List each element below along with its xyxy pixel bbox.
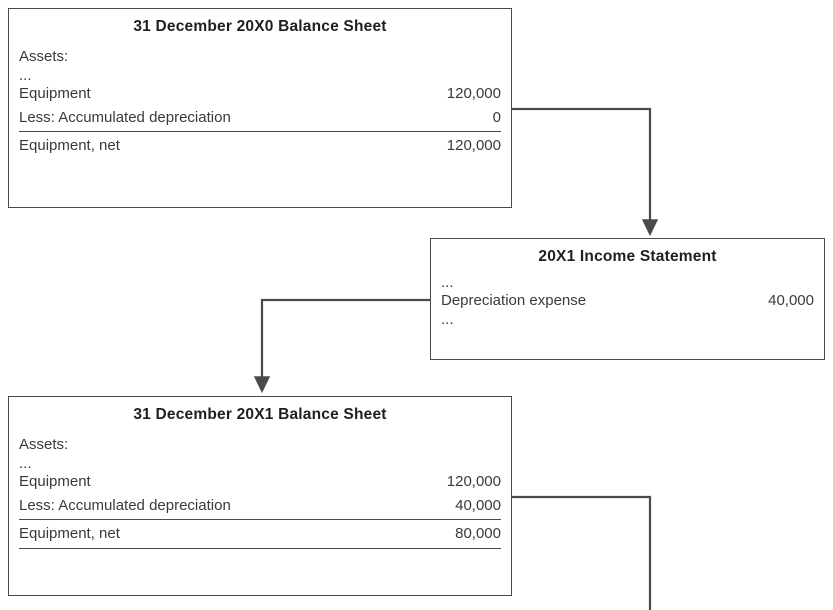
balance-sheet-20x0-section-label xyxy=(19,45,501,68)
row-value: 40,000 xyxy=(768,292,814,309)
balance-sheet-20x0-ellipsis: ... xyxy=(19,67,32,85)
connector-bs20x1-outgoing xyxy=(512,497,650,610)
row-label: Less: Accumulated depreciation xyxy=(19,108,231,126)
income-statement-ellipsis-top: ... xyxy=(441,274,454,291)
row-label: Equipment, net xyxy=(19,136,120,154)
row-value: 120,000 xyxy=(446,85,501,103)
table-row xyxy=(19,494,501,517)
connector-is20x1-to-bs20x1 xyxy=(262,300,430,385)
row-value: 0 xyxy=(492,108,501,126)
balance-sheet-20x1-section-label xyxy=(19,433,501,456)
row-label: Equipment xyxy=(19,473,91,491)
income-statement-20x1-title: 20X1 Income Statement xyxy=(538,248,717,265)
table-row-total xyxy=(19,131,501,157)
row-label: Equipment, net xyxy=(19,524,120,542)
row-value: 80,000 xyxy=(455,524,501,542)
balance-sheet-20x0-title: 31 December 20X0 Balance Sheet xyxy=(133,18,387,35)
table-row xyxy=(19,82,501,105)
table-row xyxy=(441,289,814,312)
row-value: 120,000 xyxy=(446,136,501,154)
row-value: 120,000 xyxy=(446,473,501,491)
row-label: Depreciation expense xyxy=(441,292,587,309)
total-underline xyxy=(19,548,501,549)
income-statement-ellipsis-bottom: ... xyxy=(441,311,454,329)
balance-sheet-20x1-box xyxy=(8,396,512,596)
connector-bs20x0-to-is20x1 xyxy=(512,109,650,228)
row-label: Less: Accumulated depreciation xyxy=(19,496,231,514)
income-statement-20x1-box xyxy=(430,238,825,360)
assets-label: Assets: xyxy=(19,436,69,453)
table-row xyxy=(19,470,501,493)
table-row-total xyxy=(19,519,501,545)
assets-label: Assets: xyxy=(19,48,69,65)
balance-sheet-20x1-title: 31 December 20X1 Balance Sheet xyxy=(133,406,387,423)
row-value: 40,000 xyxy=(455,496,501,514)
balance-sheet-20x1-ellipsis: ... xyxy=(19,455,32,473)
balance-sheet-20x0-box xyxy=(8,8,512,208)
row-label: Equipment xyxy=(19,85,91,103)
table-row xyxy=(19,106,501,129)
